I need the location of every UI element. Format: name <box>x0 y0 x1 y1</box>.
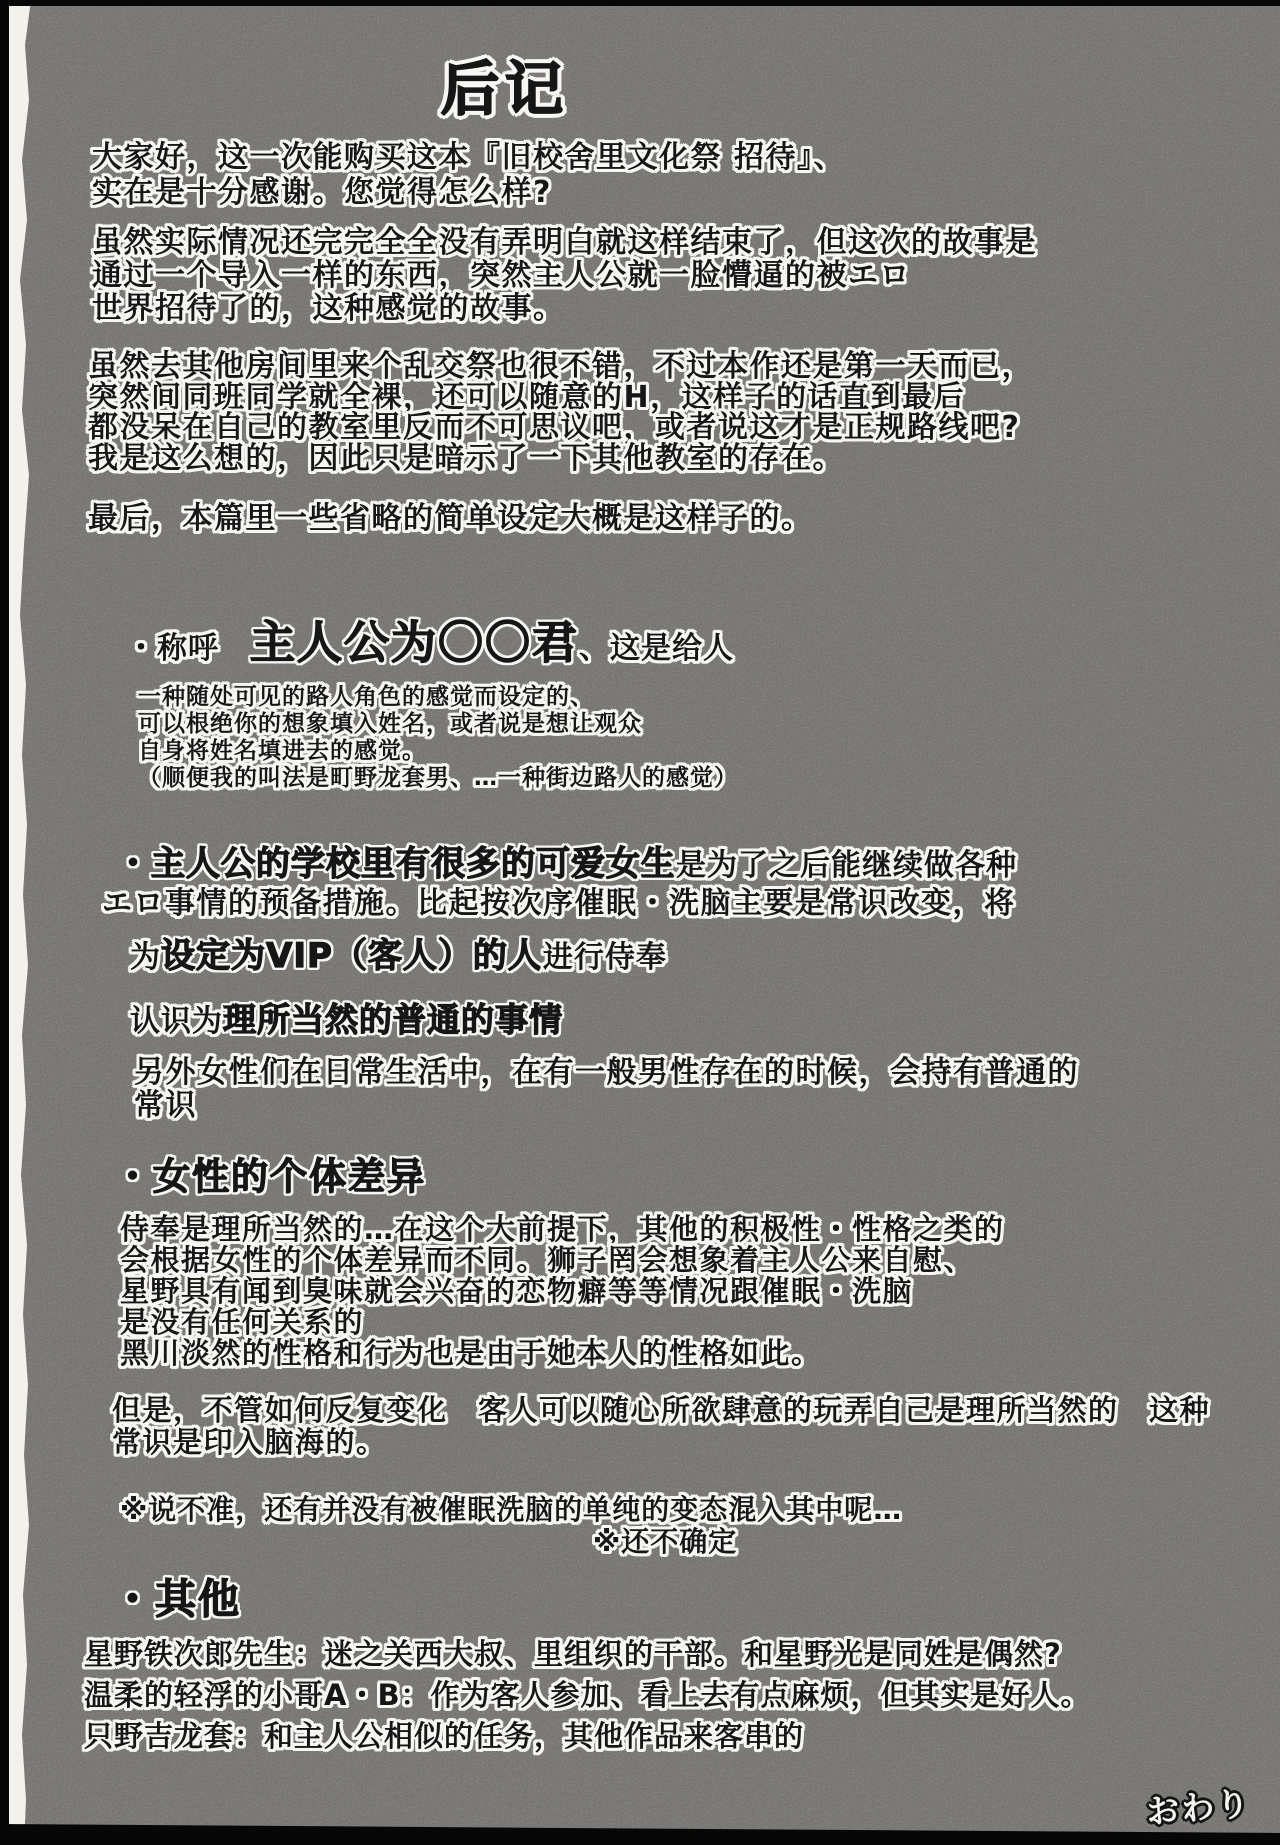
paragraph-line: 我是这么想的，因此只是暗示了一下其他教室的存在。 <box>88 440 844 476</box>
paragraph-line: 黑川淡然的性格和行为也是由于她本人的性格如此。 <box>120 1336 822 1370</box>
character-notes-list <box>84 1634 1091 1757</box>
paragraph-line: 星野具有闻到臭味就会兴奋的恋物癖等等情况跟催眠・洗脑 <box>120 1274 914 1308</box>
know-heavy-text: 理所当然的普通的事情 <box>223 1000 563 1039</box>
vip-pre-text: 为 <box>130 940 161 975</box>
paragraph-line: 虽然去其他房间里来个乱交祭也很不错，不过本作还是第一天而已， <box>88 349 1033 384</box>
intro-paragraph-3 <box>88 349 1033 476</box>
intro-paragraph-4 <box>88 502 813 536</box>
paragraph-line: 最后，本篇里一些省略的简单设定大概是这样子的。 <box>88 501 813 536</box>
paragraph-line: 是没有任何关系的 <box>120 1305 365 1339</box>
paragraph-line: 突然间同班同学就全裸，还可以随意的H，这样子的话直到最后 <box>88 379 966 415</box>
naming-tail-text: 、这是给人 <box>579 631 735 666</box>
school-extra-paragraph <box>134 1056 1079 1122</box>
section-individuality-heading: ・女性的个体差异 <box>114 1155 426 1198</box>
page-title: 后记 <box>440 55 569 123</box>
paragraph-line: 大家好，这一次能购买这本『旧校舍里文化祭 招待』、 <box>92 140 845 175</box>
school-heavy-text: ・主人公的学校里有很多的可爱女生 <box>116 844 676 884</box>
scan-edge-top <box>0 0 1280 6</box>
footnote-line-1: ※说不准，还有并没有被催眠洗脑的单纯的变态混入其中呢… <box>120 1493 903 1526</box>
intro-paragraph-2 <box>92 226 1037 325</box>
paragraph-line: 常识是印入脑海的。 <box>112 1425 387 1459</box>
character-note: 只野吉龙套：和主人公相似的任务，其他作品来客串的 <box>84 1719 805 1753</box>
section-naming-detail <box>138 684 738 792</box>
paragraph-line: 都没呆在自己的教室里反而不可思议吧，或者说这才是正规路线吧? <box>88 410 1021 445</box>
section-naming-heading <box>126 606 734 671</box>
school-tail-text: 是为了之后能继续做各种 <box>676 848 1017 883</box>
footnote-line-2: ※还不确定 <box>593 1525 738 1558</box>
paragraph-line: 但是，不管如何反复变化 客人可以随心所欲肆意的玩弄自己是理所当然的 这种 <box>112 1393 1211 1427</box>
vip-tail-text: 进行侍奉 <box>542 940 667 975</box>
vip-heavy-text: 设定为VIP（客人）的人 <box>161 936 543 976</box>
naming-heavy-text: 主人公为〇〇君 <box>250 616 580 669</box>
scan-edge-left <box>0 0 9 1845</box>
individuality-but-paragraph <box>112 1394 1210 1458</box>
paragraph-line: 实在是十分感谢。您觉得怎么样? <box>92 175 552 210</box>
bullet-label: ・称呼 <box>126 631 219 666</box>
paragraph-line: 世界招待了的，这种感觉的故事。 <box>92 291 565 326</box>
individuality-paragraph <box>120 1214 1005 1369</box>
paragraph-line: 常识 <box>134 1088 197 1123</box>
character-note: 温柔的轻浮的小哥A・B：作为客人参加、看上去有点麻烦，但其实是好人。 <box>84 1678 1091 1712</box>
paragraph-line: 通过一个导入一样的东西，突然主人公就一脸懵逼的被エロ <box>92 258 911 293</box>
recognition-line <box>130 994 563 1041</box>
ending-mark: おわり <box>1144 1783 1253 1832</box>
detail-line: 一种随处可见的路人角色的感觉而设定的、 <box>138 684 594 710</box>
paragraph-line: 另外女性们在日常生活中，在有一般男性存在的时候，会持有普通的 <box>134 1055 1079 1090</box>
paragraph-line: 侍奉是理所当然的…在这个大前提下，其他的积极性・性格之类的 <box>120 1212 1005 1246</box>
intro-paragraph-1 <box>92 140 845 210</box>
detail-line: 自身将姓名填进去的感觉。 <box>138 738 426 764</box>
paragraph-line: 虽然实际情况还完完全全没有弄明白就这样结束了，但这次的故事是 <box>92 225 1037 260</box>
detail-line: 可以根绝你的想象填入姓名，或者说是想让观众 <box>138 711 642 737</box>
vip-setting-line <box>130 928 667 977</box>
know-pre-text: 认识为 <box>130 1004 223 1039</box>
detail-line: （顺便我的叫法是町野龙套男、…一种街边路人的感觉） <box>138 765 738 791</box>
section-school-line2: エロ事情的预备措施。比起按次序催眠・洗脑主要是常识改变，将 <box>102 886 1016 921</box>
character-note: 星野铁次郎先生：迷之关西大叔、里组织的干部。和星野光是同姓是偶然? <box>84 1637 1062 1671</box>
paragraph-line: 会根据女性的个体差异而不同。狮子罔会想象着主人公来自慰、 <box>120 1243 975 1277</box>
section-others-heading: ・其他 <box>112 1575 241 1623</box>
